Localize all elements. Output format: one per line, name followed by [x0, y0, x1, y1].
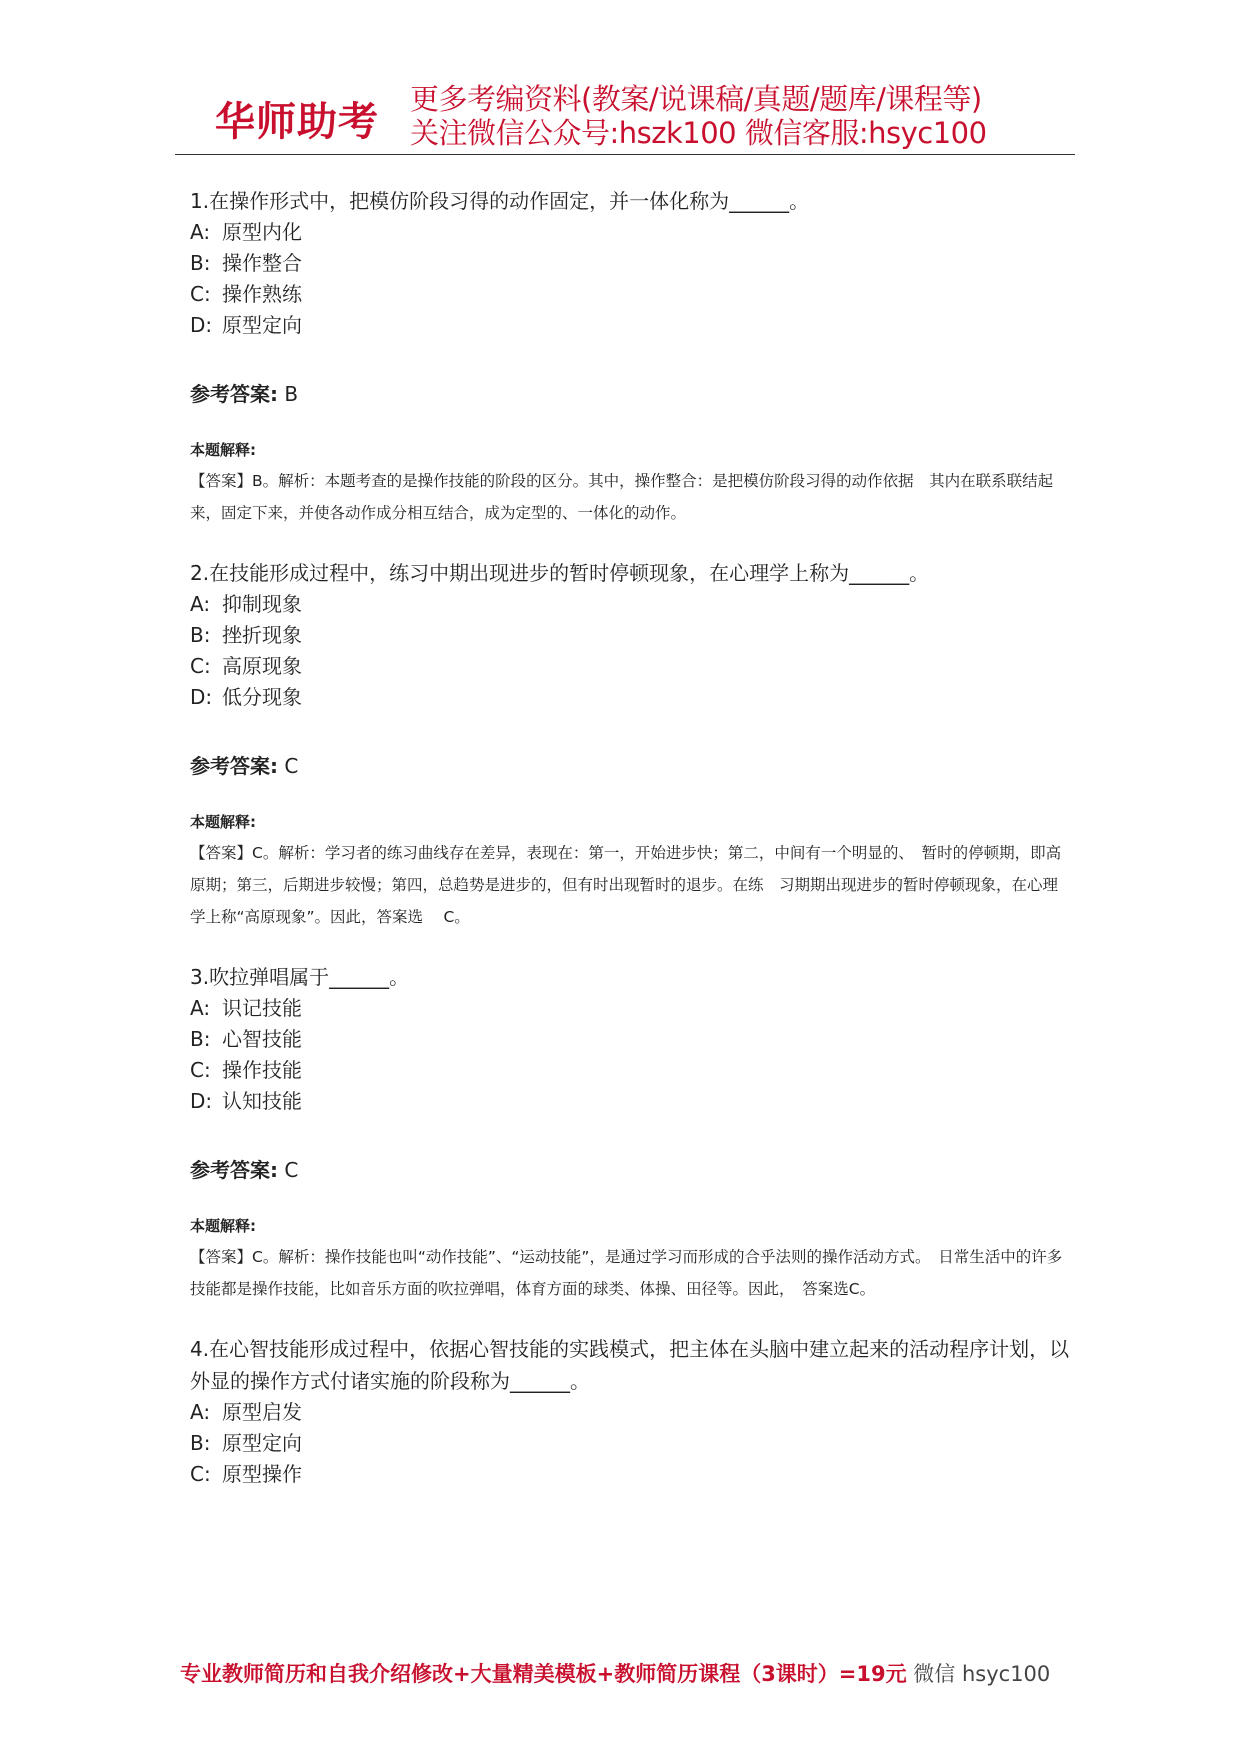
option-b: B: 挫折现象 — [190, 623, 302, 647]
explanation-title: 本题解释: — [190, 1217, 256, 1235]
option-b: B: 原型定向 — [190, 1431, 302, 1455]
header-banner — [175, 78, 1075, 150]
question-stem: 2.在技能形成过程中，练习中期出现进步的暂时停顿现象，在心理学上称为______。 — [190, 561, 930, 585]
option-a: A: 抑制现象 — [190, 592, 302, 616]
explanation-text: 【答案】C。解析：学习者的练习曲线存在差异，表现在：第一，开始进步快；第二，中间有一个明显的、 暂时的停顿期，即高原期；第三，后期进步较慢；第四，总趋势是进步的，但有时出现暂时的退步。在练 习期期出现进步的暂时停顿现象，在心理学上称“高原现象”。因此，答案选 C。 — [190, 844, 1062, 926]
question-list — [190, 185, 1070, 1518]
option-d: D: 低分现象 — [190, 685, 302, 709]
footer-contact: 微信 hsyc100 — [906, 1662, 1051, 1686]
question-stem: 3.吹拉弹唱属于______。 — [190, 965, 410, 989]
brand-logo: 华师助考 — [215, 99, 379, 145]
option-b: B: 心智技能 — [190, 1027, 302, 1051]
option-c: C: 操作熟练 — [190, 282, 302, 306]
reference-answer: 参考答案: B — [190, 382, 299, 406]
question-4 — [190, 1333, 1070, 1490]
explanation-text: 【答案】B。解析：本题考查的是操作技能的阶段的区分。其中，操作整合：是把模仿阶段习得的动作依据 其内在联系联结起来，固定下来，并使各动作成分相互结合，成为定型的、一体化的动作。 — [190, 472, 1054, 522]
option-a: A: 原型启发 — [190, 1400, 302, 1424]
reference-answer: 参考答案: C — [190, 1158, 299, 1182]
question-3 — [190, 961, 1070, 1305]
explanation-text: 【答案】C。解析：操作技能也叫“动作技能”、“运动技能”，是通过学习而形成的合乎法则的操作活动方式。 日常生活中的许多技能都是操作技能，比如音乐方面的吹拉弹唱，体育方面的球类、体操、田径等。因此， 答案选C。 — [190, 1248, 1063, 1298]
question-2 — [190, 557, 1070, 933]
explanation-title: 本题解释: — [190, 813, 256, 831]
question-stem: 1.在操作形式中，把模仿阶段习得的动作固定，并一体化称为______。 — [190, 189, 810, 213]
option-a: A: 原型内化 — [190, 220, 302, 244]
option-d: D: 原型定向 — [190, 313, 302, 337]
option-d: D: 认知技能 — [190, 1089, 302, 1113]
option-c: C: 操作技能 — [190, 1058, 302, 1082]
option-c: C: 原型操作 — [190, 1462, 302, 1486]
tagline-line-2: 关注微信公众号:hszk100 微信客服:hsyc100 — [410, 116, 987, 150]
option-c: C: 高原现象 — [190, 654, 302, 678]
footer-promo-text: 专业教师简历和自我介绍修改+大量精美模板+教师简历课程（3课时）=19元 — [180, 1662, 907, 1686]
option-a: A: 识记技能 — [190, 996, 302, 1020]
header-divider — [175, 154, 1075, 155]
reference-answer: 参考答案: C — [190, 754, 299, 778]
explanation-title: 本题解释: — [190, 441, 256, 459]
header-tagline — [410, 82, 987, 150]
option-b: B: 操作整合 — [190, 251, 302, 275]
tagline-line-1: 更多考编资料(教案/说课稿/真题/题库/课程等) — [410, 82, 982, 116]
question-1 — [190, 185, 1070, 529]
question-stem: 4.在心智技能形成过程中，依据心智技能的实践模式，把主体在头脑中建立起来的活动程序计划，以外显的操作方式付诸实施的阶段称为______。 — [190, 1337, 1070, 1393]
footer-promo — [180, 1658, 1080, 1688]
